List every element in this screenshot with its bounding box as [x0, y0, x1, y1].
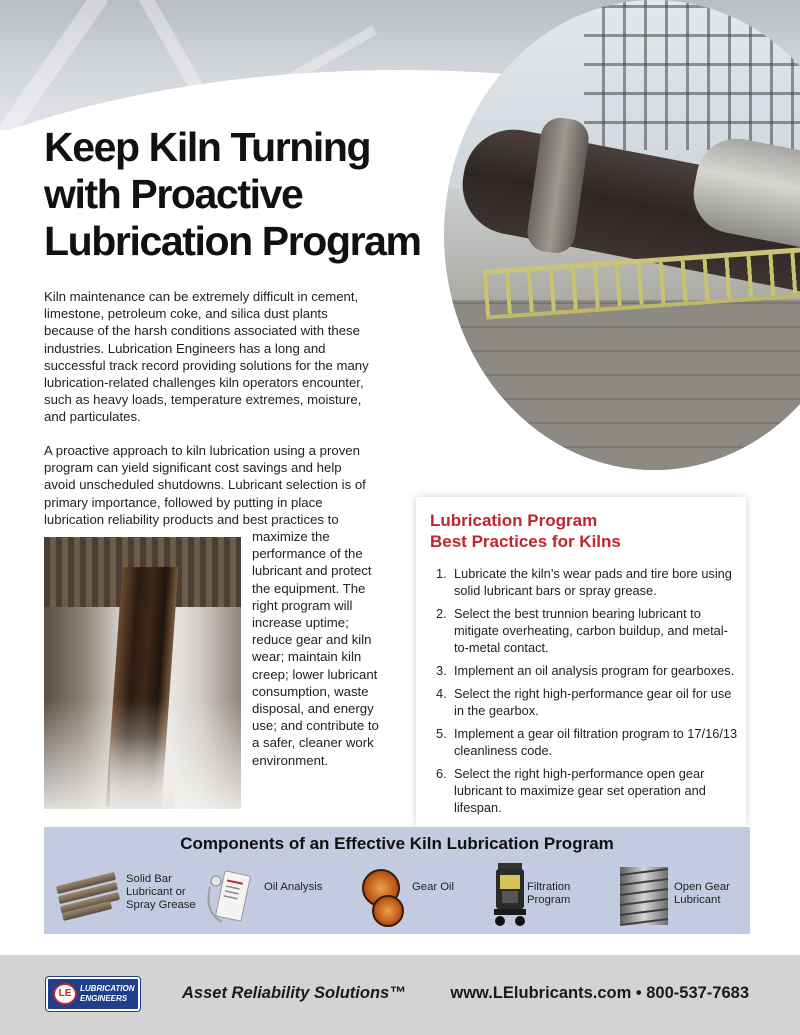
page-title — [44, 124, 464, 265]
kiln-wear-pad-photo — [44, 537, 241, 809]
best-practices-title-line-2: Best Practices for Kilns — [430, 532, 621, 551]
component-label-gear-oil: Gear Oil — [412, 881, 455, 893]
logo-emblem-icon: LE — [53, 983, 77, 1005]
title-line-3: Lubrication Program — [44, 218, 421, 264]
contact-info[interactable]: www.LElubricants.com • 800-537-7683 — [450, 984, 749, 1002]
best-practices-box — [416, 497, 746, 827]
best-practices-title-line-1: Lubrication Program — [430, 511, 598, 530]
intro-paragraph-2-continued: maximize the performance of the lubricant and protect the equipment. The right program will increase uptime; reduce gear and kiln wear; maintain kiln creep; lower lubricant consumption, waste disposal, and energy use; and contribute to a safer, cleaner work environment. — [252, 529, 379, 768]
gear-oil-icon — [356, 869, 414, 925]
intro-paragraph-1: Kiln maintenance can be extremely difficult in cement, limestone, petroleum coke, and silica dust plants because of the harsh conditions associated with these industries. Lubrication Engineers has a long and successful track record providing solutions for the many lubrication-related challenges kiln operators encounter, such as heavy loads, temperature extremes, moisture, and particulates. — [44, 289, 369, 425]
intro-paragraph-2: A proactive approach to kiln lubrication using a proven program can yield significant cost savings and help avoid unscheduled shutdowns. Lubricant selection is of primary importance, followed by putting in place lubrication reliability products and best practices to — [44, 443, 366, 527]
title-line-1: Keep Kiln Turning — [44, 124, 371, 170]
logo-wordmark: LUBRICATION ENGINEERS — [80, 984, 135, 1003]
list-item: 1. Lubricate the kiln’s wear pads and tire bore using solid lubricant bars or spray grease. — [436, 566, 732, 598]
list-item: 5. Implement a gear oil filtration program to 17/16/13 cleanliness code. — [436, 726, 738, 758]
lubrication-engineers-logo[interactable] — [46, 977, 140, 1011]
list-item: 6. Select the right high-performance open gear lubricant to maximize gear set operation and lifespan. — [436, 766, 706, 815]
tagline: Asset Reliability Solutions™ — [182, 984, 406, 1002]
rotary-kiln-photo — [444, 0, 800, 470]
filtration-cart-icon — [490, 861, 530, 929]
list-item: 4. Select the right high-performance gear oil for use in the gearbox. — [436, 686, 732, 718]
oil-analysis-kit-icon — [202, 867, 262, 927]
open-gear-icon — [618, 865, 670, 927]
list-item: 3. Implement an oil analysis program for gearboxes. — [436, 663, 735, 678]
component-label-oil-analysis: Oil Analysis — [264, 881, 323, 893]
best-practices-list — [430, 565, 742, 822]
component-label-filtration: Filtration Program — [527, 881, 571, 906]
lubricant-bars-icon — [56, 875, 118, 915]
component-label-solid-bar: Solid Bar Lubricant or Spray Grease — [126, 873, 196, 911]
list-item: 2. Select the best trunnion bearing lubricant to mitigate overheating, carbon buildup, and metal-to-metal contact. — [436, 606, 728, 655]
component-label-open-gear: Open Gear Lubricant — [674, 881, 730, 906]
components-title: Components of an Effective Kiln Lubrication Program — [180, 834, 614, 853]
footer — [0, 955, 800, 1035]
best-practices-title — [430, 510, 730, 552]
components-band — [44, 827, 750, 934]
title-line-2: with Proactive — [44, 171, 303, 217]
